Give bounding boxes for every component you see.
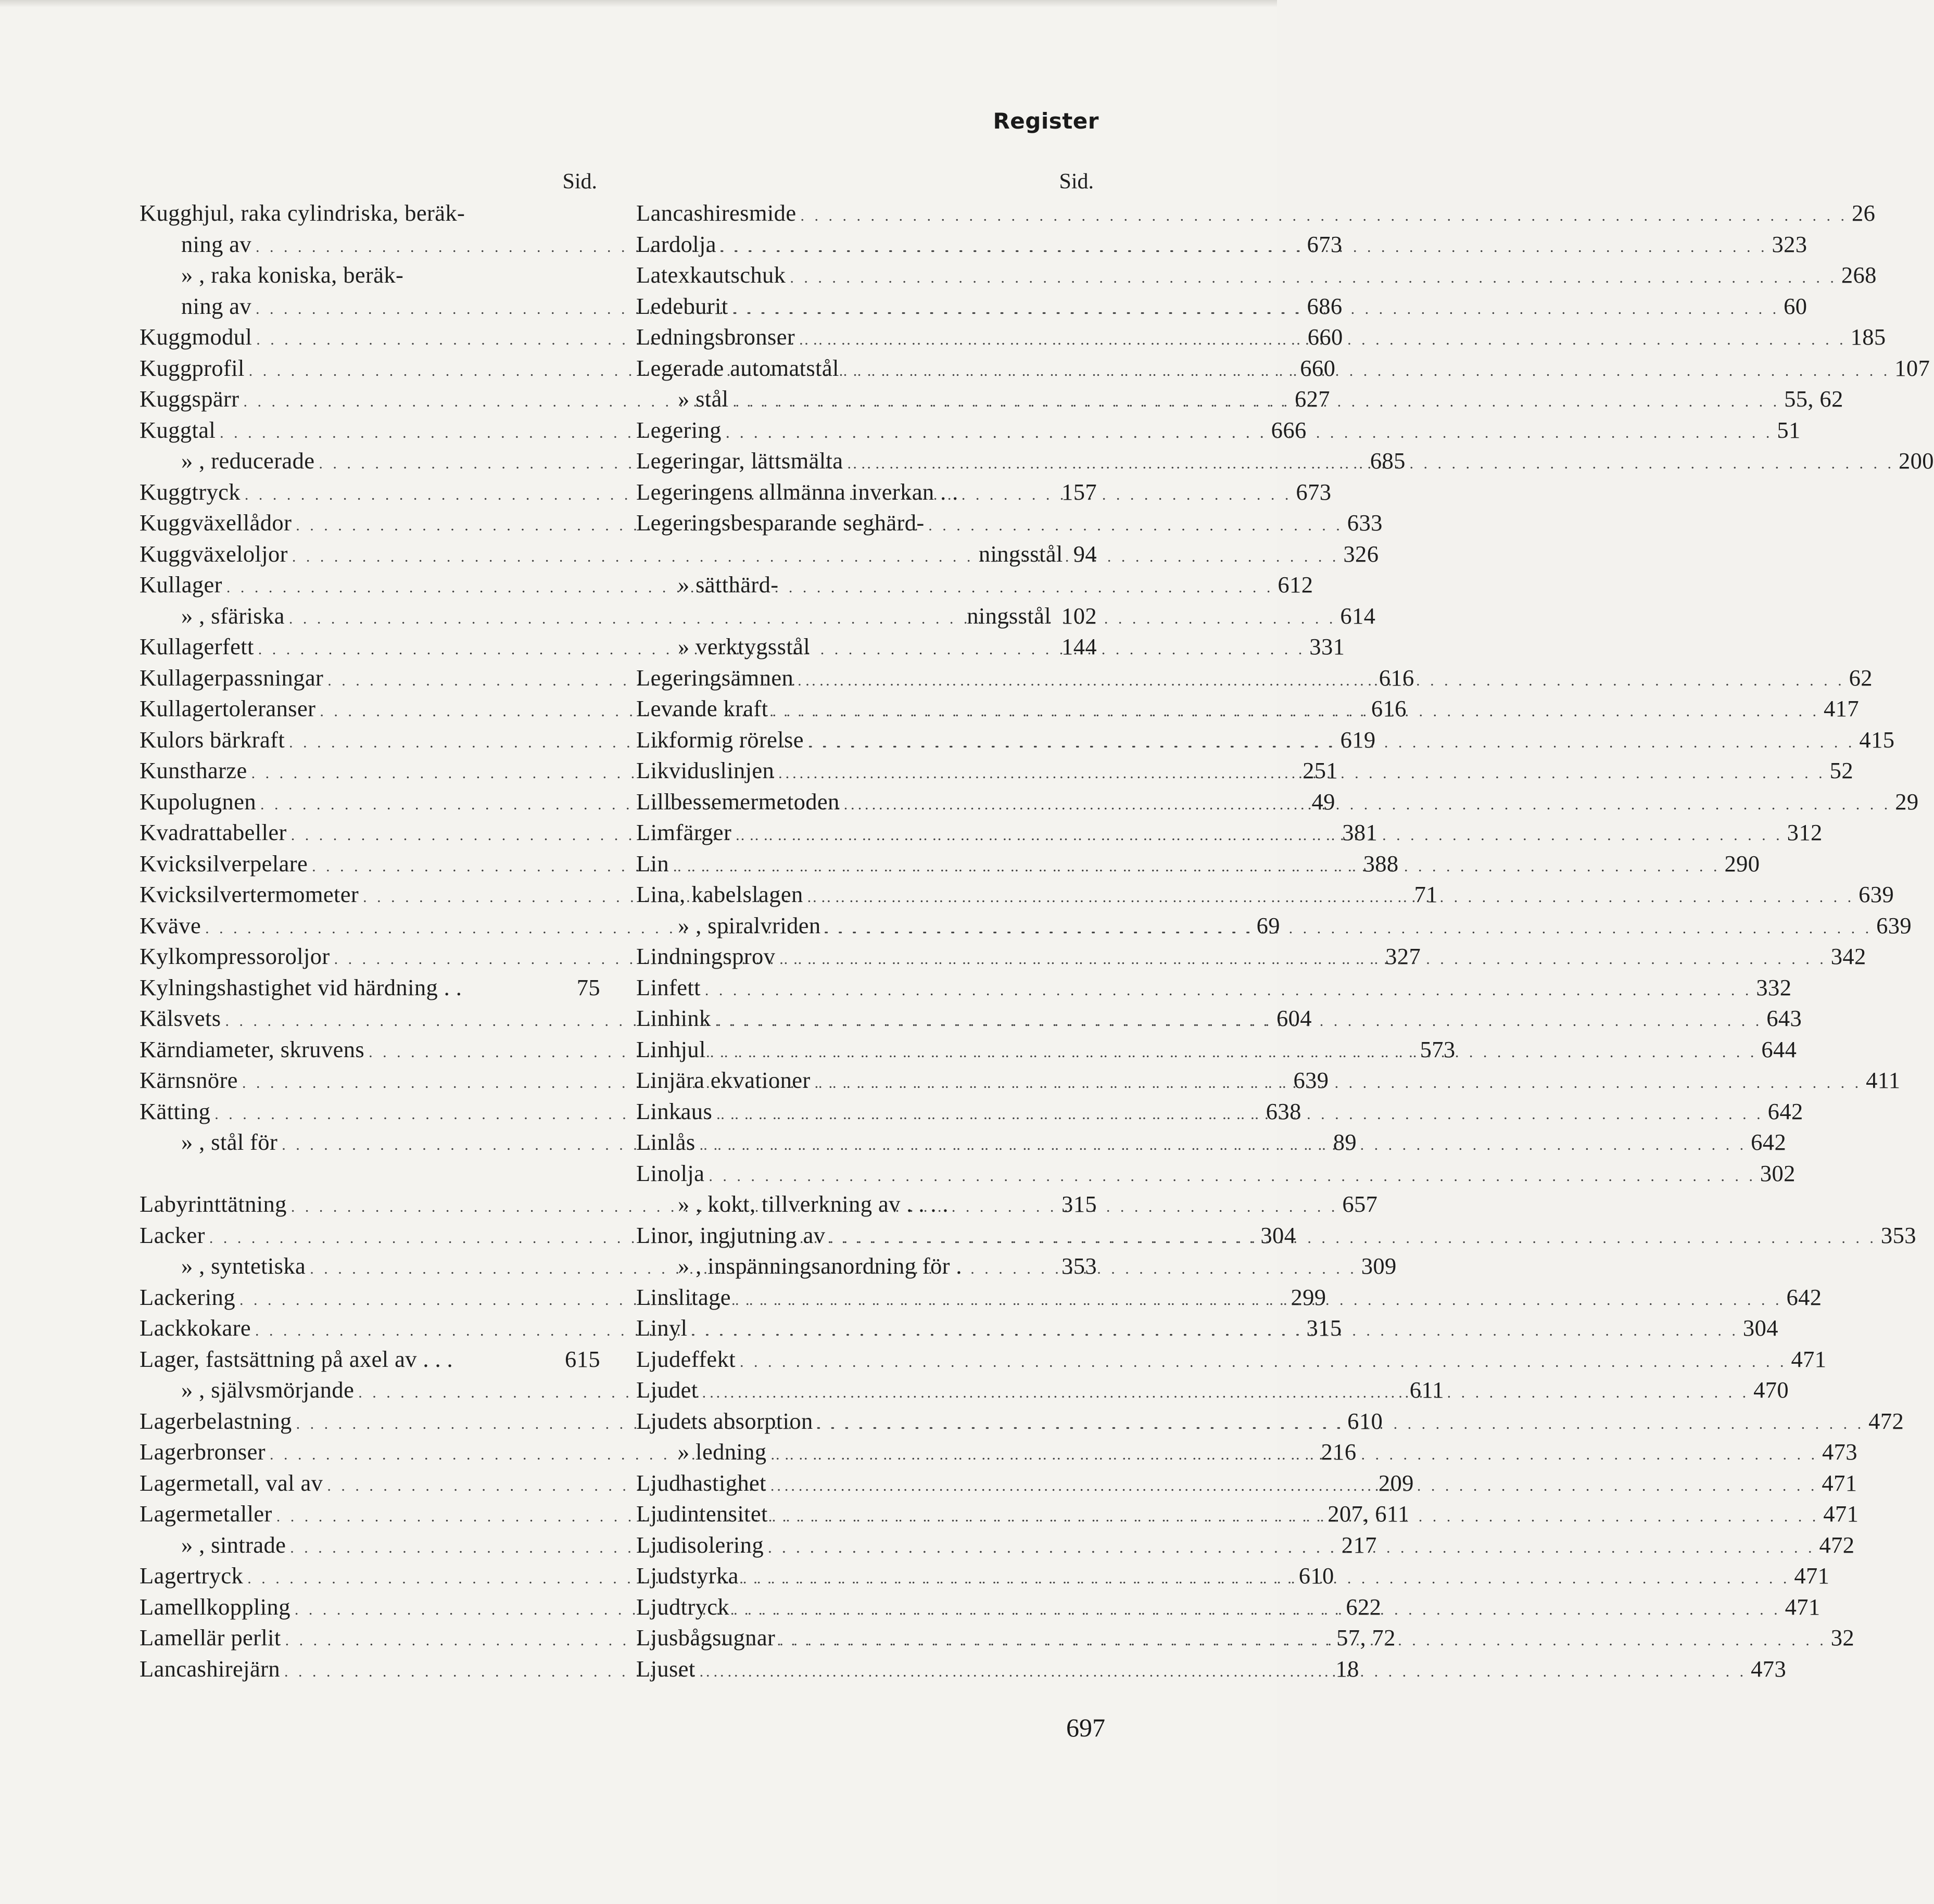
index-page-reference: 304 bbox=[1260, 1222, 1296, 1248]
index-term: Legering bbox=[636, 416, 722, 443]
index-term: Kuggmodul bbox=[140, 324, 252, 350]
index-term: ning av bbox=[181, 293, 252, 319]
dot-leader bbox=[702, 1377, 1750, 1408]
index-term: Ledeburit bbox=[636, 293, 728, 319]
dot-leader bbox=[790, 262, 1837, 294]
index-term: Legeringens allmänna inverkan . . bbox=[636, 478, 958, 505]
index-term: Ljudhastighet bbox=[636, 1469, 766, 1496]
dot-leader bbox=[829, 1223, 1877, 1254]
index-term: Kulors bärkraft bbox=[140, 726, 285, 753]
index-term: Likviduslinjen bbox=[636, 757, 775, 783]
index-page-reference: 660 bbox=[1300, 354, 1336, 381]
index-page-reference: 471 bbox=[1822, 1469, 1857, 1496]
index-term: Lager, fastsättning på axel av . . . bbox=[140, 1346, 453, 1372]
index-page-reference: 639 bbox=[1859, 881, 1894, 907]
index-page-reference: 573 bbox=[1420, 1036, 1456, 1062]
dot-leader bbox=[715, 1006, 1763, 1037]
index-term: Kullagertoleranser bbox=[140, 695, 316, 721]
index-page-reference: 638 bbox=[1266, 1098, 1301, 1124]
index-page-reference: 18 bbox=[1335, 1655, 1359, 1682]
index-page-reference: 616 bbox=[1379, 664, 1414, 691]
index-term: Latexkautschuk bbox=[636, 262, 786, 288]
index-page-reference: 642 bbox=[1767, 1098, 1803, 1124]
index-term: Kätting bbox=[140, 1098, 211, 1124]
index-page-reference: 471 bbox=[1791, 1346, 1827, 1372]
index-term: Lindningsprov bbox=[636, 943, 776, 969]
dot-leader bbox=[726, 417, 1773, 449]
index-entry bbox=[140, 260, 600, 291]
index-page-reference: 71 bbox=[1414, 881, 1438, 907]
index-entry bbox=[636, 631, 1097, 663]
index-entry bbox=[636, 539, 1097, 570]
dot-leader bbox=[800, 200, 1848, 232]
index-term: ningsstål bbox=[967, 602, 1052, 629]
index-term: Kupolugnen bbox=[140, 788, 257, 815]
index-page-reference: 290 bbox=[1724, 850, 1760, 877]
index-page-reference: 639 bbox=[1876, 912, 1912, 938]
index-term: Linkaus bbox=[636, 1098, 713, 1124]
index-entry bbox=[636, 972, 1792, 1004]
index-term: Kvicksilvertermometer bbox=[140, 881, 359, 907]
dot-leader bbox=[709, 1161, 1756, 1192]
index-term: Kullagerfett bbox=[140, 633, 254, 659]
index-term: Linfett bbox=[636, 974, 701, 1000]
index-term: » ledning bbox=[678, 1439, 767, 1465]
index-term: Kvicksilverpelare bbox=[140, 850, 308, 877]
index-term: Kylkompressoroljor bbox=[140, 943, 330, 969]
index-page-reference: 666 bbox=[1271, 416, 1307, 443]
index-entry bbox=[636, 507, 1097, 539]
dot-leader bbox=[843, 356, 1891, 387]
index-term: Kuggväxeloljor bbox=[140, 540, 288, 567]
index-page-reference: 89 bbox=[1333, 1129, 1357, 1155]
index-page-reference: 622 bbox=[1346, 1593, 1382, 1620]
index-term: Kvadrattabeller bbox=[140, 819, 287, 845]
index-page-reference: 51 bbox=[1777, 416, 1801, 443]
dot-leader bbox=[720, 232, 1768, 263]
index-term: Ljudets absorption bbox=[636, 1407, 813, 1434]
dot-leader bbox=[732, 294, 1780, 325]
index-page-reference: 251 bbox=[1303, 757, 1338, 783]
index-term: Lina, kabelslagen bbox=[636, 881, 803, 907]
index-page-reference: 342 bbox=[1830, 943, 1866, 969]
index-term: Ljudintensitet bbox=[636, 1501, 768, 1527]
dot-leader bbox=[779, 1625, 1827, 1656]
index-page-reference: 268 bbox=[1841, 262, 1877, 288]
index-term: Ljudisolering bbox=[636, 1531, 764, 1558]
index-term: Lackkokare bbox=[140, 1315, 251, 1341]
index-page-reference: 216 bbox=[1321, 1439, 1357, 1465]
index-page-reference: 299 bbox=[1291, 1284, 1326, 1310]
index-page-reference: 75 bbox=[576, 974, 600, 1000]
index-term: Lillbessemermetoden bbox=[636, 788, 840, 815]
index-term: Legerade automatstål bbox=[636, 354, 839, 381]
index-term: Legeringsbesparande seghärd- bbox=[636, 510, 925, 536]
index-term: Ledningsbronser bbox=[636, 324, 795, 350]
index-term: Kunstharze bbox=[140, 757, 247, 783]
dot-leader bbox=[847, 448, 1894, 479]
index-page-reference: 60 bbox=[1784, 293, 1807, 319]
index-page-reference: 614 bbox=[1340, 602, 1376, 629]
dot-leader bbox=[773, 696, 1820, 727]
index-page-reference: 32 bbox=[1830, 1624, 1855, 1651]
index-term: Linlås bbox=[636, 1129, 696, 1155]
index-page-reference: 471 bbox=[1794, 1563, 1830, 1589]
index-page-reference: 473 bbox=[1822, 1439, 1857, 1465]
index-page-reference: 685 bbox=[1370, 448, 1406, 474]
index-term: Likformig rörelse bbox=[636, 726, 804, 753]
index-page-reference: 470 bbox=[1753, 1377, 1789, 1403]
index-page-reference: 673 bbox=[1307, 231, 1343, 257]
index-term: » , kokt, tillverkning av . . . . bbox=[678, 1191, 949, 1217]
index-term: Ljudtryck bbox=[636, 1593, 730, 1620]
index-term: Ljudet bbox=[636, 1377, 698, 1403]
dot-leader bbox=[735, 1285, 1783, 1316]
index-term: Kärnsnöre bbox=[140, 1067, 238, 1093]
index-page-reference: 642 bbox=[1786, 1284, 1822, 1310]
dot-leader bbox=[798, 665, 1845, 696]
index-term: Ljudeffekt bbox=[636, 1346, 736, 1372]
dot-leader bbox=[673, 851, 1721, 882]
index-page-reference: 411 bbox=[1866, 1067, 1901, 1093]
index-page-reference: 327 bbox=[1385, 943, 1421, 969]
dot-leader bbox=[710, 1037, 1758, 1068]
index-page-reference: 616 bbox=[1371, 695, 1407, 721]
index-page-reference: 644 bbox=[1761, 1036, 1797, 1062]
index-term: » verktygsstål bbox=[678, 633, 811, 659]
index-term: Labyrinttätning bbox=[140, 1191, 287, 1217]
index-term: Kullager bbox=[140, 572, 222, 598]
index-page-reference: 353 bbox=[1880, 1222, 1916, 1248]
index-entry bbox=[636, 260, 1877, 291]
dot-leader bbox=[799, 324, 1847, 356]
index-term: Linolja bbox=[636, 1160, 705, 1186]
section-gap bbox=[140, 1158, 600, 1189]
index-term: ningsstål bbox=[978, 540, 1063, 567]
index-term: Lancashiresmide bbox=[636, 200, 797, 226]
index-term: Lagermetaller bbox=[140, 1501, 272, 1527]
dot-leader bbox=[700, 1129, 1747, 1161]
index-term: Lardolja bbox=[636, 231, 716, 257]
index-term: Limfärger bbox=[636, 819, 732, 845]
index-page-reference: 471 bbox=[1785, 1593, 1821, 1620]
index-page-reference: 57, 72 bbox=[1336, 1624, 1396, 1651]
index-term: Kälsvets bbox=[140, 1005, 221, 1031]
index-page-reference: 94 bbox=[1073, 540, 1097, 567]
index-term: » sätthärd- bbox=[678, 572, 779, 598]
index-term: Kuggväxellådor bbox=[140, 510, 292, 536]
index-page-reference: 615 bbox=[565, 1346, 600, 1372]
index-term: » , sfäriska bbox=[181, 602, 285, 629]
index-term: Lagerbronser bbox=[140, 1439, 266, 1465]
index-term: Lamellkoppling bbox=[140, 1593, 290, 1620]
index-term: Lagermetall, val av bbox=[140, 1469, 323, 1496]
index-entry bbox=[140, 198, 600, 229]
index-page-reference: 331 bbox=[1309, 633, 1345, 659]
page-column-label: Sid. bbox=[562, 170, 597, 194]
index-page-reference: 185 bbox=[1850, 324, 1886, 350]
index-page-reference: 610 bbox=[1298, 1563, 1334, 1589]
index-term: » , spiralvriden bbox=[678, 912, 821, 938]
index-term: Lacker bbox=[140, 1222, 205, 1248]
index-page-reference: 69 bbox=[1256, 912, 1280, 938]
index-page-reference: 642 bbox=[1751, 1129, 1787, 1155]
dot-leader bbox=[700, 1656, 1747, 1687]
index-page-reference: 619 bbox=[1340, 726, 1376, 753]
index-page-reference: 686 bbox=[1307, 293, 1343, 319]
index-page-reference: 633 bbox=[1347, 510, 1383, 536]
index-page-reference: 610 bbox=[1347, 1407, 1383, 1434]
index-term: Kuggtryck bbox=[140, 478, 241, 505]
index-entry bbox=[636, 1344, 1827, 1375]
index-term: » , inspänningsanordning för . bbox=[678, 1253, 962, 1279]
dot-leader bbox=[768, 1532, 1815, 1564]
index-term: » , självsmörjande bbox=[181, 1377, 355, 1403]
index-entry bbox=[636, 601, 1097, 632]
index-term: Kuggspärr bbox=[140, 386, 239, 412]
index-term: Lamellär perlit bbox=[140, 1624, 281, 1651]
index-entry bbox=[636, 477, 1097, 508]
index-page-reference: 107 bbox=[1894, 354, 1930, 381]
index-term: Ljudstyrka bbox=[636, 1563, 739, 1589]
index-term: Linslitage bbox=[636, 1284, 731, 1310]
index-page-reference: 611 bbox=[1409, 1377, 1445, 1403]
index-term: Linhink bbox=[636, 1005, 711, 1031]
index-term: Lagerbelastning bbox=[140, 1407, 292, 1434]
index-entry bbox=[636, 1158, 1796, 1189]
dot-leader bbox=[770, 1439, 1818, 1470]
index-term: Kullagerpassningar bbox=[140, 664, 324, 691]
dot-leader bbox=[815, 1068, 1862, 1099]
index-page-reference: 660 bbox=[1307, 324, 1343, 350]
dot-leader bbox=[691, 1315, 1739, 1347]
dot-leader bbox=[778, 758, 1826, 789]
dot-leader bbox=[736, 820, 1783, 851]
index-term: » , sintrade bbox=[181, 1531, 286, 1558]
index-page-reference: 643 bbox=[1766, 1005, 1802, 1031]
dot-leader bbox=[705, 975, 1752, 1006]
dot-leader bbox=[817, 1408, 1865, 1440]
index-term: » , raka koniska, beräk- bbox=[181, 262, 404, 288]
index-page-reference: 309 bbox=[1361, 1253, 1397, 1279]
index-entry bbox=[636, 198, 1876, 229]
index-page-reference: 473 bbox=[1751, 1655, 1787, 1682]
dot-leader bbox=[779, 944, 1827, 975]
index-page-reference: 217 bbox=[1341, 1531, 1377, 1558]
index-page-reference: 381 bbox=[1342, 819, 1378, 845]
dot-leader bbox=[808, 727, 1855, 758]
page-number: 697 bbox=[1066, 1713, 1105, 1742]
dot-leader bbox=[740, 1347, 1787, 1378]
index-term: Kväve bbox=[140, 912, 201, 938]
index-page-reference: 304 bbox=[1742, 1315, 1778, 1341]
dot-leader bbox=[772, 1501, 1819, 1532]
index-page-reference: 388 bbox=[1363, 850, 1399, 877]
dot-leader bbox=[770, 1470, 1818, 1502]
index-term: Lancashirejärn bbox=[140, 1655, 280, 1682]
index-page-reference: 323 bbox=[1772, 231, 1807, 257]
index-page-reference: 472 bbox=[1868, 1407, 1904, 1434]
index-page-reference: 144 bbox=[1061, 633, 1097, 659]
index-page-reference: 207, 611 bbox=[1328, 1501, 1410, 1527]
index-page-reference: 604 bbox=[1276, 1005, 1312, 1031]
index-term: Lin bbox=[636, 850, 669, 877]
index-term: Linor, ingjutning av bbox=[636, 1222, 826, 1248]
index-term: » , stål för bbox=[181, 1129, 278, 1155]
index-page-reference: 673 bbox=[1296, 478, 1332, 505]
index-term: Ljuset bbox=[636, 1655, 696, 1682]
index-page-reference: 417 bbox=[1824, 695, 1859, 721]
index-term: Legeringsämnen bbox=[636, 664, 794, 691]
index-term: Kuggtal bbox=[140, 416, 216, 443]
index-term: Linhjul bbox=[636, 1036, 706, 1062]
index-term: » , reducerade bbox=[181, 448, 315, 474]
running-header: Register bbox=[993, 108, 1099, 134]
index-term: Legeringar, lättsmälta bbox=[636, 448, 843, 474]
index-page-reference: 471 bbox=[1823, 1501, 1859, 1527]
index-page-reference: 209 bbox=[1378, 1469, 1414, 1496]
index-page-reference: 332 bbox=[1756, 974, 1792, 1000]
index-term: Kuggprofil bbox=[140, 354, 245, 381]
index-page-reference: 639 bbox=[1293, 1067, 1329, 1093]
index-term: Kugghjul, raka cylindriska, beräk- bbox=[140, 200, 465, 226]
dot-leader bbox=[825, 913, 1873, 944]
index-term: Kylningshastighet vid härdning . . bbox=[140, 974, 462, 1000]
index-page-reference: 62 bbox=[1849, 664, 1873, 691]
index-page-reference: 312 bbox=[1787, 819, 1823, 845]
index-term: » , syntetiska bbox=[181, 1253, 306, 1279]
dot-leader bbox=[844, 789, 1891, 820]
index-page-reference: 200 bbox=[1898, 448, 1934, 474]
index-page-reference: 157 bbox=[1061, 478, 1097, 505]
index-page-reference: 657 bbox=[1342, 1191, 1378, 1217]
index-page-reference: 315 bbox=[1306, 1315, 1342, 1341]
index-page-reference: 415 bbox=[1859, 726, 1895, 753]
index-entry bbox=[140, 1344, 600, 1375]
index-page-reference: 55, 62 bbox=[1784, 386, 1843, 412]
index-page-reference: 326 bbox=[1343, 540, 1379, 567]
index-term: Levande kraft bbox=[636, 695, 768, 721]
index-page-reference: 102 bbox=[1061, 602, 1097, 629]
dot-leader bbox=[716, 1099, 1764, 1130]
index-term: Lagertryck bbox=[140, 1563, 244, 1589]
index-page-reference: 627 bbox=[1294, 386, 1330, 412]
index-entry bbox=[636, 1189, 1097, 1220]
index-page-reference: 353 bbox=[1061, 1253, 1097, 1279]
page-column-label: Sid. bbox=[1059, 170, 1094, 194]
index-page-reference: 302 bbox=[1760, 1160, 1796, 1186]
index-term: Ljusbågsugnar bbox=[636, 1624, 776, 1651]
index-term: » stål bbox=[678, 386, 729, 412]
index-page-reference: 26 bbox=[1851, 200, 1876, 226]
index-page-reference: 52 bbox=[1829, 757, 1853, 783]
index-term: Lackering bbox=[140, 1284, 235, 1310]
index-term: Kärndiameter, skruvens bbox=[140, 1036, 365, 1062]
index-entry bbox=[140, 972, 600, 1004]
dot-leader bbox=[734, 1594, 1781, 1626]
index-term: ning av bbox=[181, 231, 252, 257]
index-page-reference: 29 bbox=[1895, 788, 1919, 815]
dot-leader bbox=[743, 1563, 1790, 1594]
page-top-edge bbox=[0, 0, 1277, 7]
index-term: Linyl bbox=[636, 1315, 688, 1341]
dot-leader bbox=[807, 882, 1855, 913]
index-page-reference: 612 bbox=[1278, 572, 1313, 598]
index-entry bbox=[636, 1251, 1097, 1282]
index-page-reference: 315 bbox=[1061, 1191, 1097, 1217]
index-term: Linjära ekvationer bbox=[636, 1067, 811, 1093]
index-entry bbox=[636, 569, 1097, 601]
index-page-reference: 472 bbox=[1819, 1531, 1855, 1558]
index-page-reference: 49 bbox=[1311, 788, 1335, 815]
dot-leader bbox=[733, 386, 1780, 417]
